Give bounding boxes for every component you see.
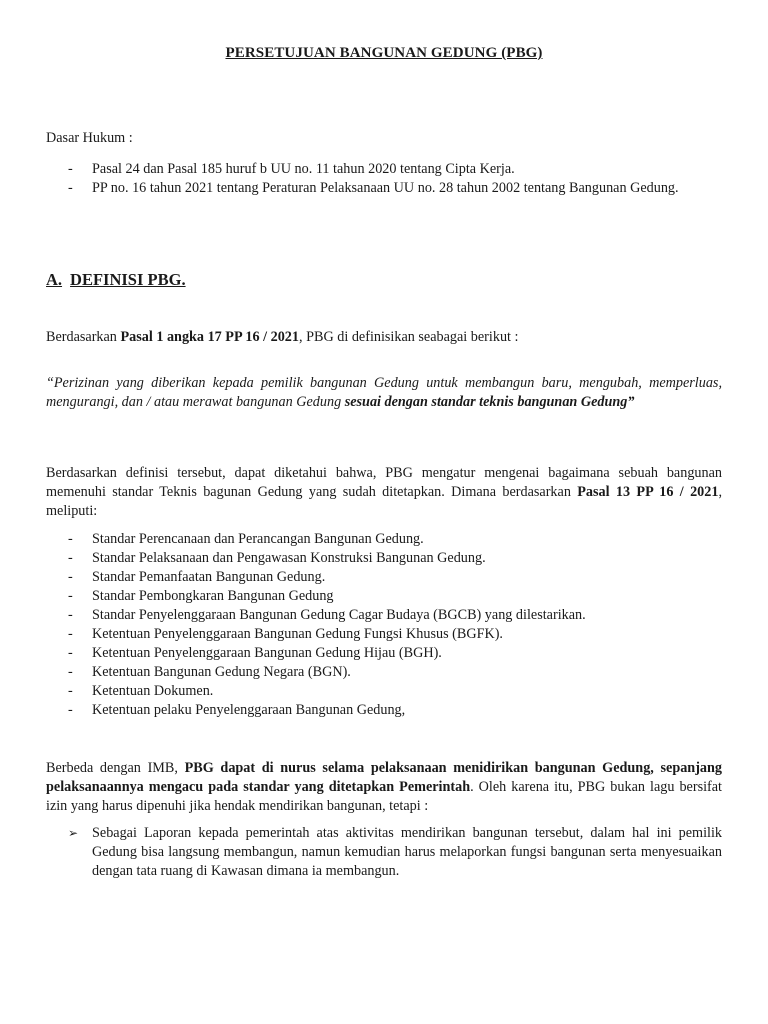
section-a-heading: A. DEFINISI PBG.	[46, 270, 186, 289]
list-item: ➢ Sebagai Laporan kepada pemerintah atas aktivitas mendirikan bangunan tersebut, dalam hal ini pemilik Gedung bisa langsung membangun, namun kemudian harus melaporkan fungsi bangunan serta menyesuaikan dengan tata ruang di Kawasan dimana ia membangun.	[68, 825, 722, 879]
arrow-list	[46, 824, 722, 881]
standar-intro-paragraph: Berdasarkan definisi tersebut, dapat diketahui bahwa, PBG mengatur mengenai bagaimana sebuah bangunan memenuhi standar Teknis bagunan Gedung yang sudah ditetapkan. Dimana berdasarkan Pasal 13 PP 16 / 2021, meliputi:	[46, 465, 722, 519]
standar-list	[46, 530, 722, 720]
document-title: PERSETUJUAN BANGUNAN GEDUNG (PBG)	[225, 45, 543, 61]
list-item: - PP no. 16 tahun 2021 tentang Peraturan Pelaksanaan UU no. 28 tahun 2002 tentang Bangunan Gedung.	[68, 180, 679, 196]
list-item: - Standar Pembongkaran Bangunan Gedung	[68, 588, 334, 604]
dash-marker: -	[68, 180, 73, 196]
list-item: - Standar Penyelenggaraan Bangunan Gedung Cagar Budaya (BGCB) yang dilestarikan.	[68, 607, 586, 623]
list-item: - Ketentuan Bangunan Gedung Negara (BGN).	[68, 664, 351, 680]
dash-marker: -	[68, 161, 73, 177]
list-item: - Ketentuan Penyelenggaraan Bangunan Gedung Fungsi Khusus (BGFK).	[68, 626, 503, 642]
list-item: - Standar Pemanfaatan Bangunan Gedung.	[68, 569, 326, 585]
list-item: - Standar Pelaksanaan dan Pengawasan Konstruksi Bangunan Gedung.	[68, 550, 486, 566]
list-item: - Ketentuan Dokumen.	[68, 683, 214, 699]
dasar-hukum-list	[46, 160, 722, 198]
list-item: - Ketentuan Penyelenggaraan Bangunan Gedung Hijau (BGH).	[68, 645, 442, 661]
list-item: - Ketentuan pelaku Penyelenggaraan Bangunan Gedung,	[68, 702, 406, 718]
list-item: - Standar Perencanaan dan Perancangan Bangunan Gedung.	[68, 531, 424, 547]
list-item: - Pasal 24 dan Pasal 185 huruf b UU no. 11 tahun 2020 tentang Cipta Kerja.	[68, 161, 515, 177]
arrow-bullet-icon: ➢	[68, 826, 79, 840]
definition-intro-paragraph: Berdasarkan Pasal 1 angka 17 PP 16 / 2021, PBG di definisikan seabagai berikut :	[46, 329, 519, 345]
pbg-vs-imb-paragraph: Berbeda dengan IMB, PBG dapat di nurus selama pelaksanaan menidirikan bangunan Gedung, sepanjang pelaksanaannya mengacu pada standar yang ditetapkan Pemerintah. Oleh karena itu, PBG bukan lagu bersifat izin yang harus dipenuhi jika hendak mendirikan bangunan, tetapi :	[46, 760, 722, 814]
definition-quote: “Perizinan yang diberikan kepada pemilik bangunan Gedung untuk membangun baru, mengubah, memperluas, mengurangi, dan / atau merawat bangunan Gedung sesuai dengan standar teknis bangunan Gedung”	[46, 375, 722, 410]
dasar-hukum-label: Dasar Hukum :	[46, 130, 133, 146]
